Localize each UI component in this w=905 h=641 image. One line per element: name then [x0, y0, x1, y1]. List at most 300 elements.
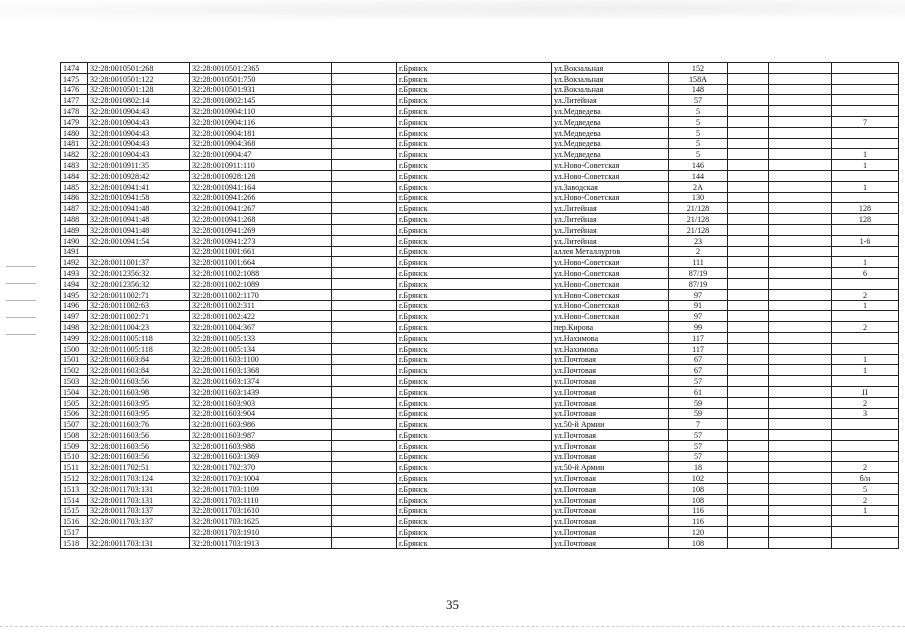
- cell-street: ул.Литейная: [552, 214, 669, 225]
- cell-empty: [728, 386, 769, 397]
- cell-street: ул.Почтовая: [552, 527, 669, 538]
- cell-street: ул.Медведева: [552, 106, 669, 117]
- cell-parcel-number: 32:28:0011703:131: [88, 538, 190, 549]
- cell-row-number: 1495: [61, 289, 88, 300]
- cell-empty: [769, 268, 832, 279]
- cell-row-number: 1474: [61, 63, 88, 74]
- cell-street: ул.Вокзальная: [552, 84, 669, 95]
- cell-empty: [332, 527, 397, 538]
- cell-parcel-number: 32:28:0011703:131: [88, 494, 190, 505]
- cell-empty: [769, 235, 832, 246]
- cell-empty: [332, 473, 397, 484]
- cell-empty: [728, 160, 769, 171]
- cell-parcel-number: 32:28:0011002:71: [88, 289, 190, 300]
- cell-house-number: 67: [669, 354, 728, 365]
- cell-street: ул.Ново-Советская: [552, 257, 669, 268]
- cell-parcel-number: 32:28:0011002:71: [88, 311, 190, 322]
- cell-parcel-number: 32:28:0011703:137: [88, 505, 190, 516]
- cell-empty: [728, 527, 769, 538]
- cell-apartment: 1: [832, 354, 899, 365]
- cell-row-number: 1499: [61, 332, 88, 343]
- cell-apartment: [832, 278, 899, 289]
- cell-apartment: б/н: [832, 473, 899, 484]
- cell-empty: [728, 73, 769, 84]
- cell-house-number: 23: [669, 235, 728, 246]
- cell-empty: [728, 397, 769, 408]
- cell-row-number: 1504: [61, 386, 88, 397]
- cell-row-number: 1481: [61, 138, 88, 149]
- cell-parcel-number: 32:28:0011603:56: [88, 376, 190, 387]
- cell-empty: [769, 386, 832, 397]
- cell-empty: [332, 224, 397, 235]
- cell-row-number: 1485: [61, 181, 88, 192]
- cell-house-number: 108: [669, 494, 728, 505]
- cell-city: г.Брянск: [397, 203, 552, 214]
- cell-empty: [332, 300, 397, 311]
- cell-apartment: [832, 516, 899, 527]
- cell-row-number: 1490: [61, 235, 88, 246]
- cell-cadastral-number: 32:28:0011603:1374: [190, 376, 332, 387]
- cell-apartment: [832, 376, 899, 387]
- cell-empty: [769, 430, 832, 441]
- cell-parcel-number: 32:28:0011603:56: [88, 451, 190, 462]
- cell-cadastral-number: 32:28:0011001:664: [190, 257, 332, 268]
- cell-apartment: [832, 224, 899, 235]
- cell-empty: [332, 311, 397, 322]
- cell-cadastral-number: 32:28:0011005:133: [190, 332, 332, 343]
- table-row: [61, 73, 899, 84]
- cell-parcel-number: 32:28:0011001:37: [88, 257, 190, 268]
- cell-row-number: 1475: [61, 73, 88, 84]
- cell-empty: [769, 440, 832, 451]
- cell-street: ул.Ново-Советская: [552, 278, 669, 289]
- cell-cadastral-number: 32:28:0010904:47: [190, 149, 332, 160]
- cell-parcel-number: 32:28:0011005:118: [88, 343, 190, 354]
- cell-cadastral-number: 32:28:0010928:128: [190, 170, 332, 181]
- cell-cadastral-number: 32:28:0011002:1088: [190, 268, 332, 279]
- cell-house-number: 87/19: [669, 268, 728, 279]
- cell-empty: [728, 376, 769, 387]
- cell-empty: [769, 181, 832, 192]
- table-row: [61, 138, 899, 149]
- cell-empty: [769, 73, 832, 84]
- cell-parcel-number: 32:28:0010904:43: [88, 138, 190, 149]
- cell-cadastral-number: 32:28:0011002:422: [190, 311, 332, 322]
- table-row: [61, 473, 899, 484]
- cell-row-number: 1484: [61, 170, 88, 181]
- cell-empty: [769, 538, 832, 549]
- cell-apartment: [832, 84, 899, 95]
- cell-cadastral-number: 32:28:0011002:1089: [190, 278, 332, 289]
- property-registry-table: [60, 62, 899, 549]
- cell-empty: [769, 192, 832, 203]
- cell-cadastral-number: 32:28:0011603:986: [190, 419, 332, 430]
- cell-parcel-number: 32:28:0011702:51: [88, 462, 190, 473]
- cell-street: ул.Почтовая: [552, 440, 669, 451]
- cell-apartment: 5: [832, 484, 899, 495]
- cell-empty: [728, 408, 769, 419]
- cell-parcel-number: 32:28:0012356:32: [88, 278, 190, 289]
- cell-cadastral-number: 32:28:0010941:273: [190, 235, 332, 246]
- cell-city: г.Брянск: [397, 268, 552, 279]
- cell-street: ул.Заводская: [552, 181, 669, 192]
- cell-house-number: 57: [669, 376, 728, 387]
- cell-cadastral-number: 32:28:0010941:164: [190, 181, 332, 192]
- cell-empty: [728, 538, 769, 549]
- table-row: [61, 170, 899, 181]
- cell-apartment: 2: [832, 289, 899, 300]
- cell-house-number: 91: [669, 300, 728, 311]
- cell-house-number: 144: [669, 170, 728, 181]
- cell-parcel-number: 32:28:0010911:35: [88, 160, 190, 171]
- cell-apartment: 3: [832, 408, 899, 419]
- cell-empty: [728, 257, 769, 268]
- cell-empty: [728, 84, 769, 95]
- cell-empty: [728, 63, 769, 74]
- cell-row-number: 1517: [61, 527, 88, 538]
- cell-street: ул.Почтовая: [552, 473, 669, 484]
- cell-row-number: 1492: [61, 257, 88, 268]
- cell-empty: [728, 224, 769, 235]
- cell-empty: [332, 149, 397, 160]
- cell-parcel-number: 32:28:0010802:14: [88, 95, 190, 106]
- cell-empty: [728, 268, 769, 279]
- table-row: [61, 516, 899, 527]
- cell-empty: [769, 451, 832, 462]
- cell-house-number: 5: [669, 116, 728, 127]
- cell-empty: [728, 106, 769, 117]
- cell-empty: [728, 419, 769, 430]
- table-row: [61, 63, 899, 74]
- cell-house-number: 5: [669, 138, 728, 149]
- cell-empty: [332, 451, 397, 462]
- cell-cadastral-number: 32:28:0010941:269: [190, 224, 332, 235]
- cell-apartment: [832, 538, 899, 549]
- table-row: [61, 149, 899, 160]
- cell-house-number: 158А: [669, 73, 728, 84]
- cell-city: г.Брянск: [397, 149, 552, 160]
- cell-row-number: 1489: [61, 224, 88, 235]
- cell-city: г.Брянск: [397, 138, 552, 149]
- cell-street: ул.Вокзальная: [552, 63, 669, 74]
- cell-parcel-number: 32:28:0010941:54: [88, 235, 190, 246]
- cell-house-number: 117: [669, 343, 728, 354]
- table-row: [61, 84, 899, 95]
- cell-street: ул.Литейная: [552, 224, 669, 235]
- cell-city: г.Брянск: [397, 538, 552, 549]
- cell-cadastral-number: 32:28:0010904:181: [190, 127, 332, 138]
- cell-empty: [769, 484, 832, 495]
- cell-apartment: 2: [832, 494, 899, 505]
- cell-street: ул.Почтовая: [552, 354, 669, 365]
- cell-house-number: 108: [669, 484, 728, 495]
- cell-empty: [769, 365, 832, 376]
- table-row: [61, 235, 899, 246]
- cell-parcel-number: 32:28:0011703:137: [88, 516, 190, 527]
- cell-row-number: 1479: [61, 116, 88, 127]
- cell-cadastral-number: 32:28:0011002:1170: [190, 289, 332, 300]
- table-row: [61, 95, 899, 106]
- cell-empty: [332, 516, 397, 527]
- cell-house-number: 146: [669, 160, 728, 171]
- cell-row-number: 1514: [61, 494, 88, 505]
- cell-row-number: 1478: [61, 106, 88, 117]
- cell-city: г.Брянск: [397, 246, 552, 257]
- cell-city: г.Брянск: [397, 300, 552, 311]
- table-row: [61, 192, 899, 203]
- cell-city: г.Брянск: [397, 343, 552, 354]
- cell-empty: [769, 516, 832, 527]
- cell-row-number: 1513: [61, 484, 88, 495]
- cell-cadastral-number: 32:28:0010501:750: [190, 73, 332, 84]
- cell-street: ул.Почтовая: [552, 376, 669, 387]
- cell-street: ул.Почтовая: [552, 408, 669, 419]
- cell-street: ул.Медведева: [552, 138, 669, 149]
- registry-table-body: [61, 63, 899, 549]
- cell-empty: [769, 419, 832, 430]
- cell-empty: [728, 214, 769, 225]
- cell-cadastral-number: 32:28:0010904:368: [190, 138, 332, 149]
- cell-empty: [728, 343, 769, 354]
- cell-cadastral-number: 32:28:0011603:1100: [190, 354, 332, 365]
- table-row: [61, 127, 899, 138]
- cell-parcel-number: [88, 527, 190, 538]
- cell-empty: [769, 106, 832, 117]
- cell-city: г.Брянск: [397, 235, 552, 246]
- table-row: [61, 386, 899, 397]
- cell-cadastral-number: 32:28:0010941:267: [190, 203, 332, 214]
- cell-city: г.Брянск: [397, 462, 552, 473]
- cell-empty: [769, 397, 832, 408]
- cell-row-number: 1505: [61, 397, 88, 408]
- cell-house-number: 5: [669, 106, 728, 117]
- cell-cadastral-number: 32:28:0010904:116: [190, 116, 332, 127]
- cell-empty: [728, 170, 769, 181]
- cell-parcel-number: 32:28:0012356:32: [88, 268, 190, 279]
- cell-house-number: 18: [669, 462, 728, 473]
- cell-parcel-number: 32:28:0010941:41: [88, 181, 190, 192]
- cell-empty: [728, 203, 769, 214]
- table-row: [61, 484, 899, 495]
- cell-empty: [769, 408, 832, 419]
- cell-apartment: 1: [832, 257, 899, 268]
- cell-house-number: 97: [669, 311, 728, 322]
- cell-city: г.Брянск: [397, 473, 552, 484]
- table-row: [61, 160, 899, 171]
- cell-row-number: 1515: [61, 505, 88, 516]
- cell-empty: [728, 451, 769, 462]
- page-number: 35: [446, 597, 459, 612]
- cell-apartment: [832, 127, 899, 138]
- cell-street: ул.Ново-Советская: [552, 289, 669, 300]
- cell-house-number: 59: [669, 408, 728, 419]
- cell-house-number: 116: [669, 516, 728, 527]
- cell-city: г.Брянск: [397, 516, 552, 527]
- cell-house-number: 59: [669, 397, 728, 408]
- cell-house-number: 2: [669, 246, 728, 257]
- table-row: [61, 538, 899, 549]
- cell-house-number: 61: [669, 386, 728, 397]
- cell-empty: [769, 343, 832, 354]
- cell-empty: [332, 440, 397, 451]
- cell-empty: [728, 127, 769, 138]
- cell-apartment: II: [832, 386, 899, 397]
- table-row: [61, 376, 899, 387]
- cell-house-number: 152: [669, 63, 728, 74]
- cell-parcel-number: 32:28:0011603:56: [88, 430, 190, 441]
- cell-street: ул.Почтовая: [552, 430, 669, 441]
- cell-parcel-number: 32:28:0011603:56: [88, 440, 190, 451]
- table-row: [61, 116, 899, 127]
- cell-city: г.Брянск: [397, 332, 552, 343]
- cell-parcel-number: 32:28:0011004:23: [88, 322, 190, 333]
- cell-apartment: [832, 332, 899, 343]
- scan-noise-bottom: [0, 626, 905, 641]
- cell-street: ул.50-й Армии: [552, 462, 669, 473]
- table-row: [61, 408, 899, 419]
- cell-street: ул.Ново-Советская: [552, 170, 669, 181]
- cell-street: ул.Почтовая: [552, 538, 669, 549]
- table-row: [61, 440, 899, 451]
- cell-apartment: [832, 73, 899, 84]
- cell-empty: [769, 246, 832, 257]
- cell-cadastral-number: 32:28:0010911:110: [190, 160, 332, 171]
- cell-empty: [332, 343, 397, 354]
- cell-city: г.Брянск: [397, 376, 552, 387]
- cell-apartment: [832, 343, 899, 354]
- cell-apartment: 1: [832, 365, 899, 376]
- cell-house-number: 57: [669, 440, 728, 451]
- cell-city: г.Брянск: [397, 440, 552, 451]
- cell-empty: [769, 322, 832, 333]
- cell-apartment: [832, 419, 899, 430]
- cell-parcel-number: 32:28:0010501:128: [88, 84, 190, 95]
- table-row: [61, 246, 899, 257]
- cell-street: ул.Литейная: [552, 203, 669, 214]
- cell-empty: [769, 203, 832, 214]
- cell-cadastral-number: 32:28:0010802:145: [190, 95, 332, 106]
- cell-cadastral-number: 32:28:0011603:1369: [190, 451, 332, 462]
- cell-empty: [769, 138, 832, 149]
- cell-empty: [332, 127, 397, 138]
- cell-empty: [728, 300, 769, 311]
- cell-street: ул.Ново-Советская: [552, 311, 669, 322]
- cell-cadastral-number: 32:28:0010501:931: [190, 84, 332, 95]
- cell-apartment: 1: [832, 181, 899, 192]
- cell-row-number: 1486: [61, 192, 88, 203]
- cell-apartment: 128: [832, 214, 899, 225]
- table-row: [61, 181, 899, 192]
- cell-empty: [332, 289, 397, 300]
- cell-cadastral-number: 32:28:0010501:2365: [190, 63, 332, 74]
- cell-row-number: 1516: [61, 516, 88, 527]
- cell-street: ул.Почтовая: [552, 397, 669, 408]
- cell-house-number: 21/128: [669, 224, 728, 235]
- cell-parcel-number: 32:28:0010904:43: [88, 127, 190, 138]
- cell-city: г.Брянск: [397, 127, 552, 138]
- cell-empty: [728, 322, 769, 333]
- cell-city: г.Брянск: [397, 419, 552, 430]
- cell-row-number: 1511: [61, 462, 88, 473]
- cell-city: г.Брянск: [397, 224, 552, 235]
- cell-street: ул.Литейная: [552, 95, 669, 106]
- cell-city: г.Брянск: [397, 116, 552, 127]
- table-row: [61, 365, 899, 376]
- cell-apartment: [832, 440, 899, 451]
- cell-parcel-number: 32:28:0011603:95: [88, 397, 190, 408]
- cell-cadastral-number: 32:28:0011002:311: [190, 300, 332, 311]
- table-row: [61, 268, 899, 279]
- table-row: [61, 419, 899, 430]
- cell-cadastral-number: 32:28:0011603:988: [190, 440, 332, 451]
- cell-city: г.Брянск: [397, 95, 552, 106]
- cell-empty: [332, 84, 397, 95]
- cell-empty: [332, 332, 397, 343]
- cell-city: г.Брянск: [397, 84, 552, 95]
- cell-apartment: 1-6: [832, 235, 899, 246]
- cell-cadastral-number: 32:28:0011703:1625: [190, 516, 332, 527]
- cell-parcel-number: 32:28:0010941:48: [88, 224, 190, 235]
- cell-apartment: 1: [832, 505, 899, 516]
- cell-house-number: 148: [669, 84, 728, 95]
- cell-empty: [769, 214, 832, 225]
- cell-house-number: 111: [669, 257, 728, 268]
- cell-row-number: 1477: [61, 95, 88, 106]
- cell-street: ул.Почтовая: [552, 386, 669, 397]
- cell-empty: [769, 95, 832, 106]
- cell-street: ул.Медведева: [552, 149, 669, 160]
- cell-apartment: 2: [832, 322, 899, 333]
- cell-row-number: 1518: [61, 538, 88, 549]
- cell-city: г.Брянск: [397, 63, 552, 74]
- cell-city: г.Брянск: [397, 289, 552, 300]
- cell-street: ул.Почтовая: [552, 365, 669, 376]
- cell-empty: [332, 278, 397, 289]
- table-row: [61, 397, 899, 408]
- cell-street: ул.Нахимова: [552, 343, 669, 354]
- cell-empty: [769, 63, 832, 74]
- cell-parcel-number: 32:28:0011005:118: [88, 332, 190, 343]
- cell-empty: [728, 462, 769, 473]
- cell-cadastral-number: 32:28:0011703:1004: [190, 473, 332, 484]
- cell-empty: [769, 473, 832, 484]
- cell-empty: [728, 505, 769, 516]
- cell-house-number: 5: [669, 127, 728, 138]
- cell-cadastral-number: 32:28:0011603:987: [190, 430, 332, 441]
- cell-row-number: 1493: [61, 268, 88, 279]
- cell-empty: [332, 73, 397, 84]
- cell-empty: [332, 95, 397, 106]
- cell-empty: [769, 505, 832, 516]
- cell-empty: [332, 494, 397, 505]
- cell-apartment: [832, 63, 899, 74]
- cell-city: г.Брянск: [397, 451, 552, 462]
- cell-apartment: 1: [832, 160, 899, 171]
- table-row: [61, 332, 899, 343]
- cell-house-number: 57: [669, 430, 728, 441]
- table-row: [61, 106, 899, 117]
- cell-empty: [332, 246, 397, 257]
- cell-street: ул.Ново-Советская: [552, 268, 669, 279]
- table-row: [61, 311, 899, 322]
- cell-city: г.Брянск: [397, 408, 552, 419]
- cell-empty: [332, 257, 397, 268]
- cell-empty: [769, 494, 832, 505]
- cell-street: ул.Ново-Советская: [552, 300, 669, 311]
- cell-apartment: [832, 106, 899, 117]
- table-row: [61, 278, 899, 289]
- cell-parcel-number: 32:28:0010501:122: [88, 73, 190, 84]
